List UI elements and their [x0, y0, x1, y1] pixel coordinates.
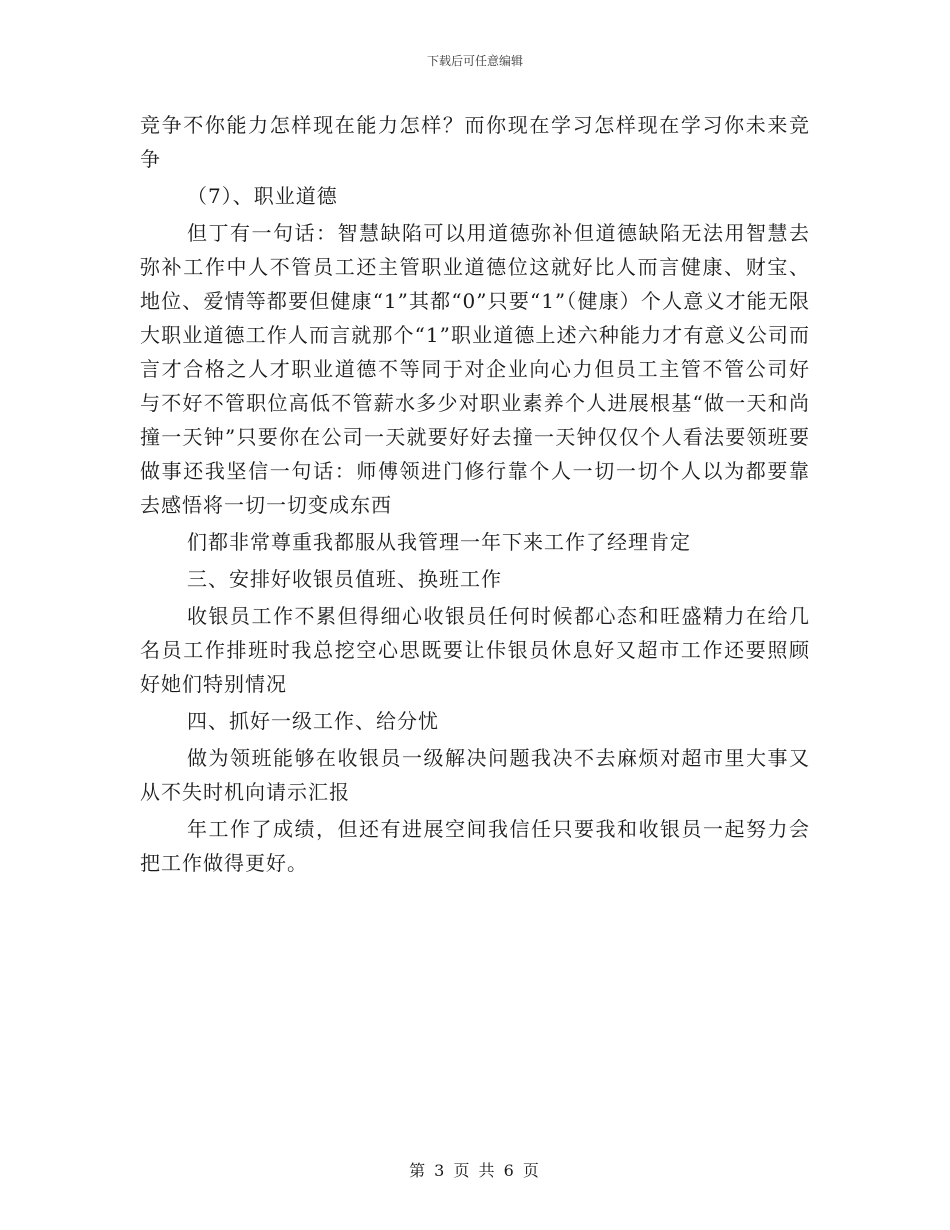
page-header: 下载后可任意编辑 — [426, 54, 523, 68]
section-heading-first-level-work: 四、抓好一级工作、给分忧 — [187, 709, 439, 733]
paragraph-supervisor-role: 做为领班能够在收银员一级解决问题我决不去麻烦对超市里大事又从不失时机向请示汇报 — [140, 746, 810, 804]
paragraph-respect: 们都非常尊重我都服从我管理一年下来工作了经理肯定 — [187, 530, 691, 554]
paragraph-conclusion: 年工作了成绩，但还有进展空间我信任只要我和收银员一起努力会把工作做得更好。 — [140, 817, 810, 875]
paragraph-dante-quote: 但丁有一句话：智慧缺陷可以用道德弥补但道德缺陷无法用智慧去弥补工作中人不管员工还主管职业道德位这就好比人而言健康、财宝、地位、爱情等都要但健康“1”其都“0”只要“1”（健康）个人意义才能无限大职业道德工作人而言就那个“1”职业道德上述六种能力才有意义公司而言才合格之人才职业道德不等同于对企业向心力但员工主管不管公司好与不好不管职位高低不管薪水多少对职业素养个人进展根基“做一天和尚撞一天钟”只要你在公司一天就要好好去撞一天钟仅仅个人看法要领班要做事还我坚信一句话：师傅领进门修行靠个人一切一切个人以为都要靠去感悟将一切一切变成东西 — [140, 221, 810, 517]
document-body — [140, 108, 810, 883]
paragraph-1: 竞争不你能力怎样现在能力怎样？而你现在学习怎样现在学习你未来竞争 — [140, 113, 810, 171]
page-footer-page-number: 第 3 页 共 6 页 — [409, 1161, 541, 1180]
section-heading-professional-ethics: （7）、职业道德 — [187, 184, 338, 208]
section-heading-shift-scheduling: 三、安排好收银员值班、换班工作 — [187, 567, 502, 591]
paragraph-cashier-work: 收银员工作不累但得细心收银员任何时候都心态和旺盛精力在给几名员工作排班时我总挖空心思既要让佧银员休息好又超市工作还要照顾好她们特别情况 — [140, 604, 810, 696]
